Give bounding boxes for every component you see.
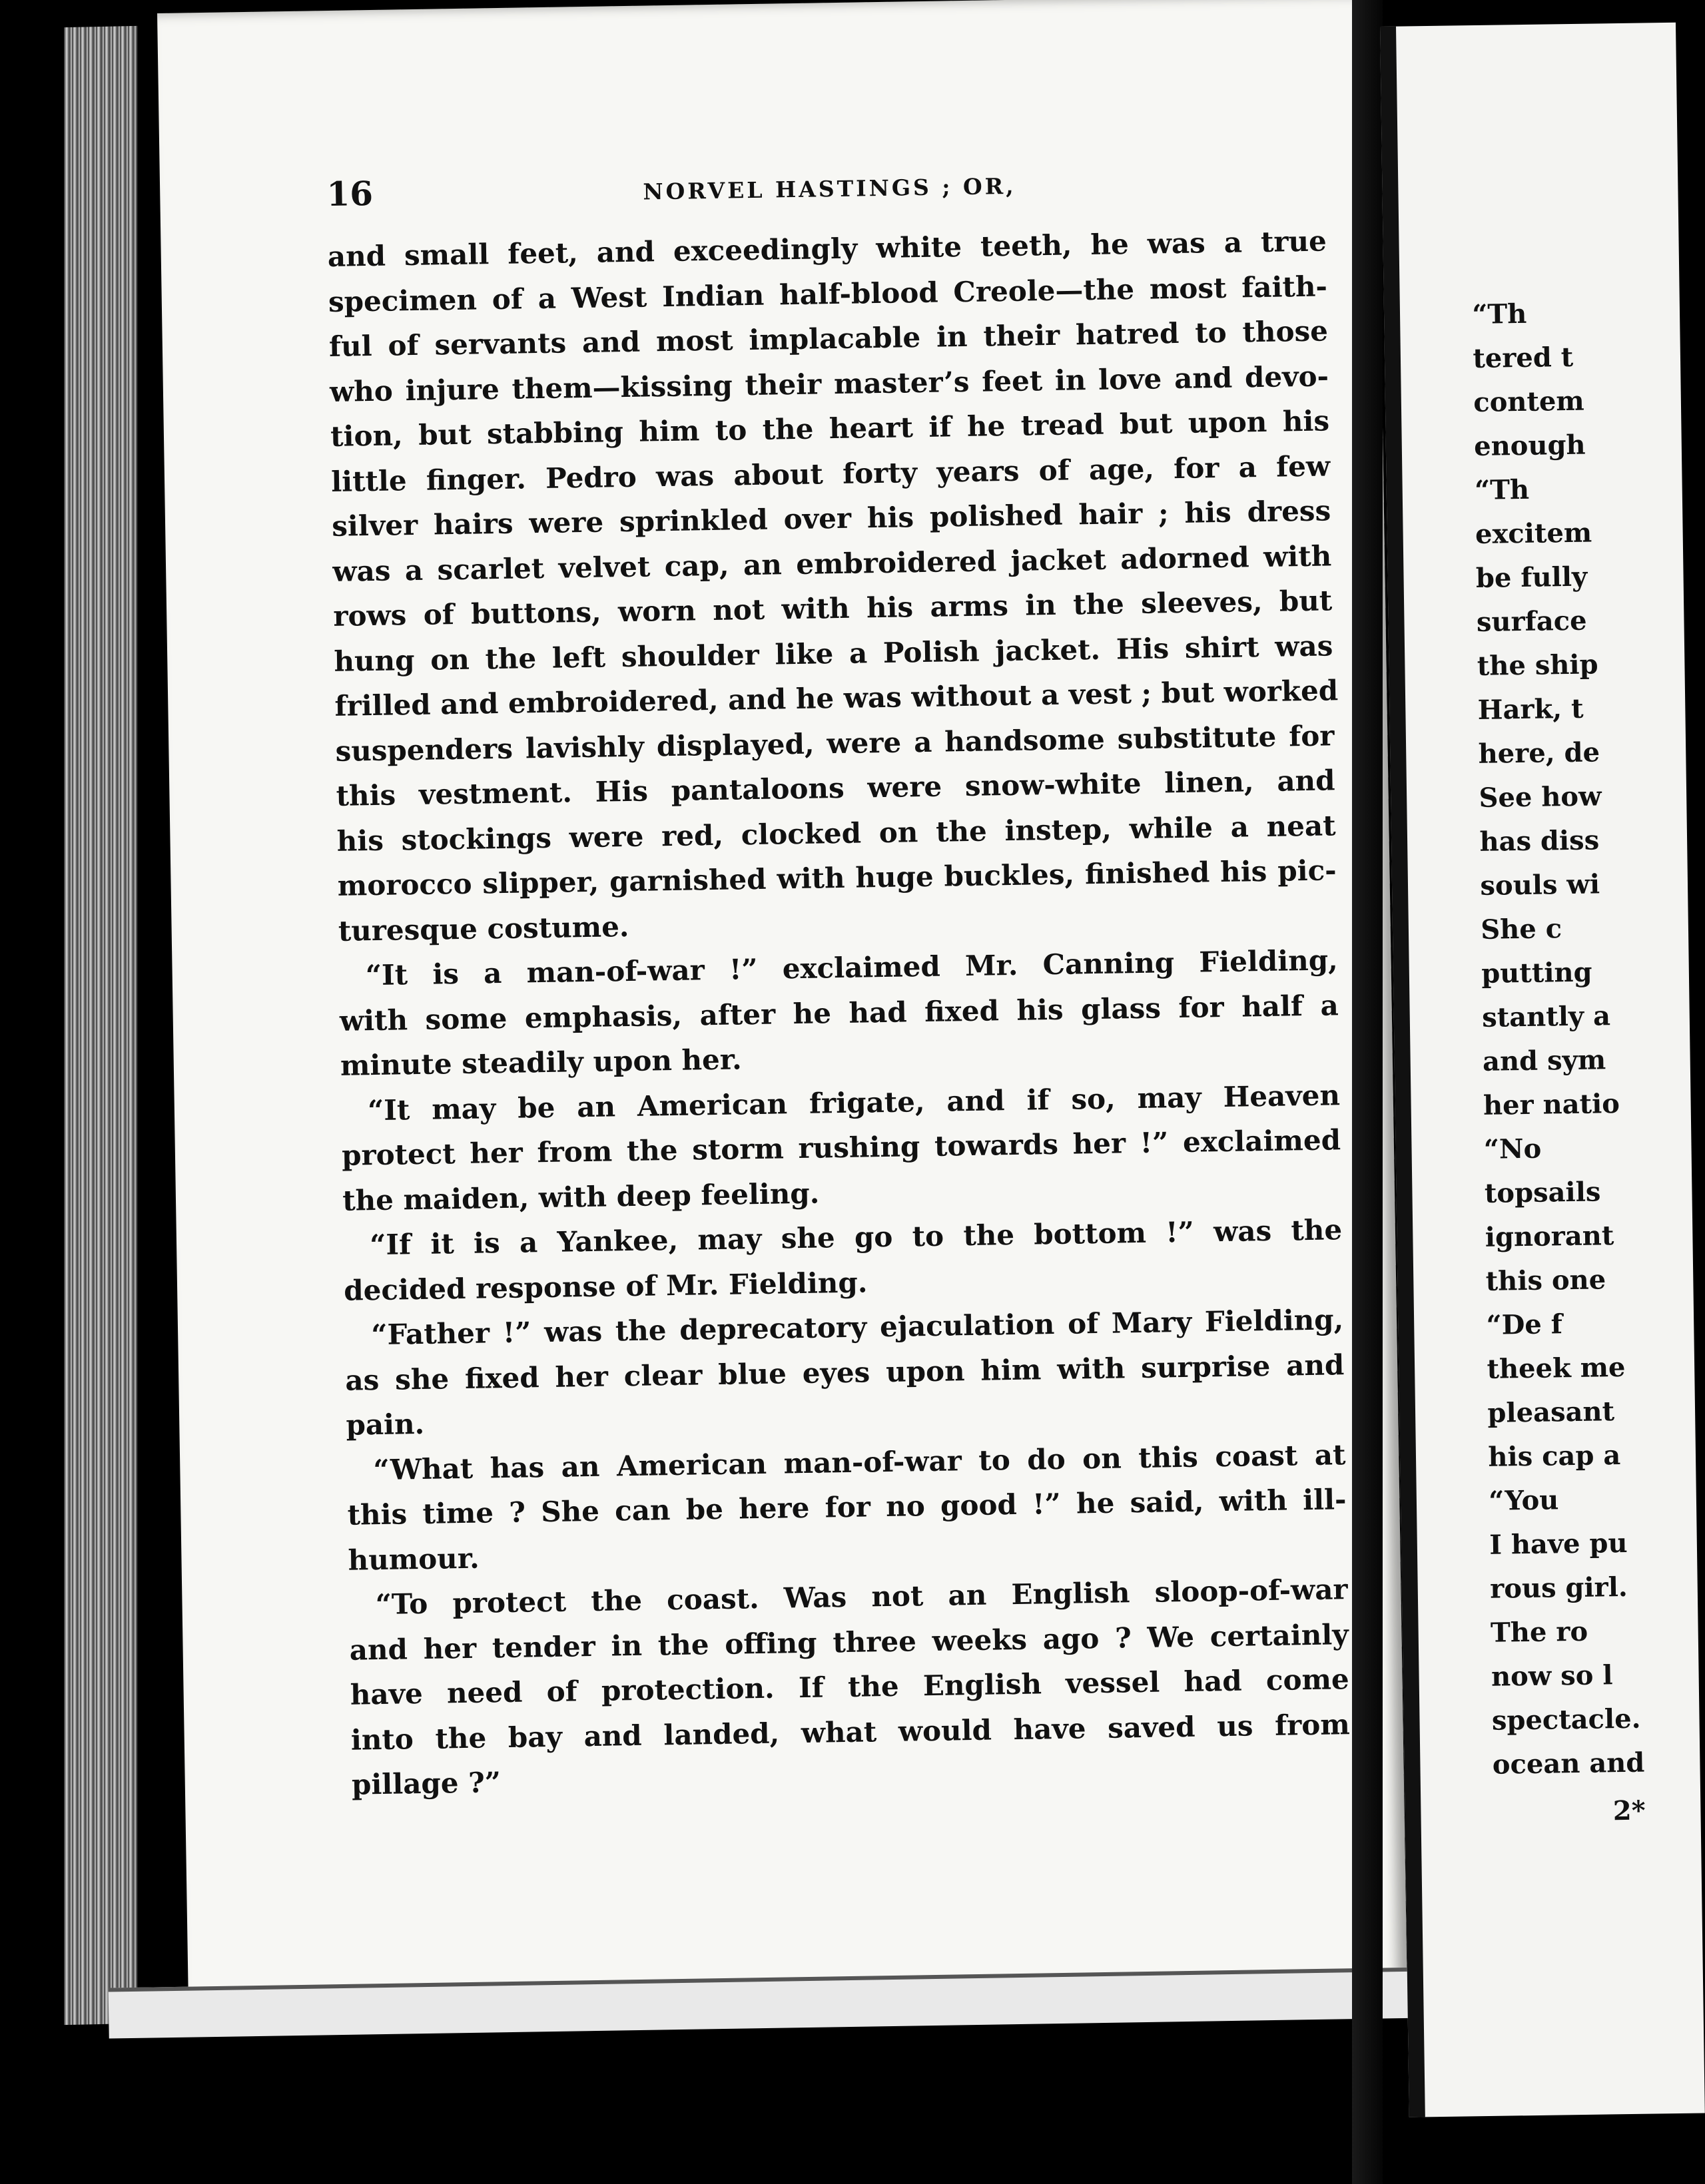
text-line: contem (1473, 385, 1584, 418)
right-page-text (1472, 291, 1653, 1835)
text-line: “What has an American man-of-war to do on this coast at (373, 1438, 1346, 1486)
text-line: the maiden, with deep feeling. (342, 1177, 820, 1217)
text-line: his stockings were red, clocked on the instep, while a neat (336, 808, 1336, 858)
text-line: “Th (1474, 473, 1530, 506)
text-line: Hark, t (1477, 692, 1584, 726)
text-line: be fully (1475, 561, 1588, 594)
page-block-edge (64, 26, 137, 2025)
body-text (327, 218, 1351, 1807)
signature-mark: 2* (1612, 1794, 1646, 1827)
text-line: decided response of Mr. Fielding. (343, 1265, 868, 1307)
text-line: rous girl. (1489, 1571, 1628, 1605)
text-line: and sym (1482, 1044, 1606, 1077)
text-line: putting (1481, 956, 1592, 989)
text-line: this vestment. His pantaloons were snow-white linen, and (336, 764, 1335, 812)
text-line: and small feet, and exceedingly white teeth, he was a true (327, 224, 1327, 273)
text-line: his cap a (1488, 1440, 1621, 1473)
text-line: theek me (1487, 1351, 1626, 1385)
text-line: “It is a man-of-war !” exclaimed Mr. Canning Fielding, (365, 944, 1339, 992)
page-bottom-edge (109, 1968, 1415, 2039)
text-line: hung on the left shoulder like a Polish jacket. His shirt was (334, 629, 1333, 678)
text-line: excitem (1475, 517, 1592, 550)
text-line: stantly a (1481, 1000, 1611, 1033)
text-line: her natio (1483, 1088, 1620, 1121)
text-line: She c (1481, 913, 1562, 946)
text-line: ocean and (1492, 1747, 1645, 1780)
text-line: specimen of a West Indian half-blood Creole—the most faith- (328, 269, 1328, 318)
text-line: here, de (1478, 736, 1600, 770)
text-line: has diss (1479, 824, 1600, 858)
text-line: have need of protection. If the English vessel had come (350, 1663, 1350, 1711)
text-line: “No (1483, 1133, 1542, 1165)
text-line: protect her from the storm rushing towards her !” exclaimed (341, 1123, 1341, 1172)
text-line: spectacle. (1491, 1703, 1641, 1737)
text-line: “It may be an American frigate, and if so, may Heaven (367, 1078, 1341, 1127)
text-line: silver hairs were sprinkled over his polished hair ; his dress (331, 494, 1331, 543)
text-line: into the bay and landed, what would have saved us from (350, 1707, 1351, 1757)
text-line: this one (1485, 1264, 1606, 1297)
text-line: now so l (1491, 1659, 1613, 1693)
left-page-text (326, 158, 1351, 1807)
text-line: was a scarlet velvet cap, an embroidered jacket adorned with (332, 539, 1332, 588)
text-line: tion, but stabbing him to the heart if he tread but upon his (330, 404, 1330, 453)
text-line: pillage ?” (351, 1766, 502, 1801)
text-line: ignorant (1485, 1220, 1614, 1253)
text-line: frilled and embroidered, and he was without a vest ; but worked (334, 674, 1339, 722)
text-line: surface (1476, 605, 1587, 638)
text-line: The ro (1490, 1615, 1588, 1649)
text-line: who injure them—kissing their master’s feet in love and devo- (329, 359, 1329, 408)
text-line: humour. (348, 1541, 480, 1577)
text-line: “If it is a Yankee, may she go to the bottom !” was the (369, 1213, 1343, 1262)
text-line: pain. (346, 1407, 425, 1442)
text-line: “De f (1486, 1308, 1563, 1341)
text-line: “You (1489, 1484, 1559, 1517)
text-line: morocco slipper, garnished with huge buckles, finished his pic- (337, 854, 1337, 902)
text-line: enough (1473, 429, 1586, 462)
text-line: the ship (1477, 649, 1598, 682)
text-line: topsails (1484, 1176, 1601, 1209)
text-line: “To protect the coast. Was not an English sloop-of-war (375, 1573, 1348, 1621)
text-line: “Th (1472, 298, 1527, 330)
text-line: with some emphasis, after he had fixed his glass for half a (339, 988, 1339, 1037)
text-line: minute steadily upon her. (340, 1043, 743, 1082)
text-line: “Father !” was the deprecatory ejaculation of Mary Fielding, (370, 1303, 1344, 1352)
text-line: little finger. Pedro was about forty years of age, for a few (330, 449, 1331, 498)
text-line: rows of buttons, worn not with his arms in the sleeves, but (333, 584, 1333, 633)
page-number: 16 (326, 173, 374, 214)
text-line: souls wi (1480, 868, 1600, 902)
text-line: ful of servants and most implacable in their hatred to those (328, 314, 1329, 363)
text-line: tered t (1473, 341, 1574, 374)
text-line: as she fixed her clear blue eyes upon him with surprise and (345, 1348, 1345, 1397)
text-line: and her tender in the offing three weeks ago ? We certainly (349, 1617, 1349, 1667)
text-line: See how (1479, 780, 1602, 814)
book-gutter (1352, 0, 1383, 2184)
text-line: suspenders lavishly displayed, were a handsome substitute for (335, 718, 1335, 768)
text-line: this time ? She can be here for no good !” he said, with ill- (347, 1483, 1347, 1531)
running-head: NORVEL HASTINGS ; OR, (643, 172, 1016, 205)
text-line: I have pu (1489, 1527, 1628, 1561)
text-line: turesque costume. (338, 910, 629, 948)
text-line: pleasant (1487, 1396, 1615, 1429)
